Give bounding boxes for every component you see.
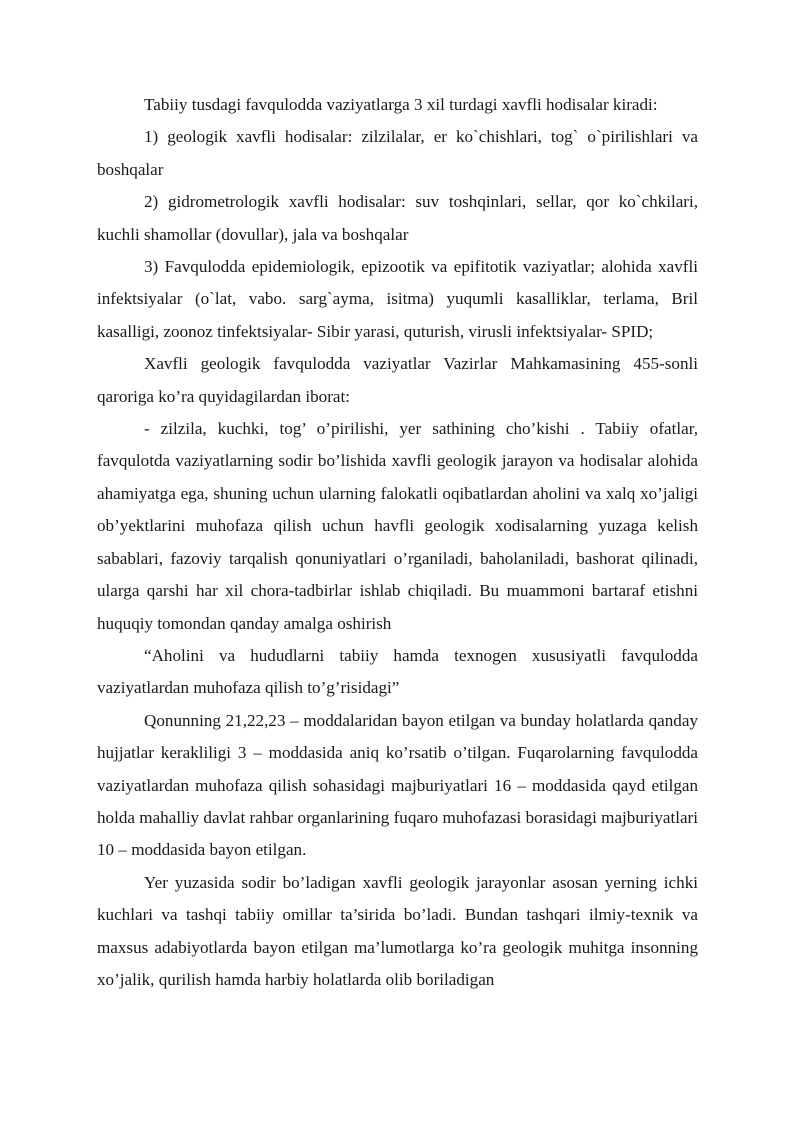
paragraph-natural-disasters: - zilzila, kuchki, tog’ o’pirilishi, yer sathining cho’kishi . Tabiiy ofatlar, favqulotda vaziyatlarning sodir bo’lishida xavfli geologik jarayon va hodisalar alohida ahamiyatga ega, shuning uchun ularning falokatli oqibatlardan aholini va xalq xo’jaligi ob’yektlarini muhofaza qilish uchun havfli geologik xodisalarning yuzaga kelish sabablari, fazoviy tarqalish qonuniyatlari o’rganiladi, baholaniladi, bashorat qilinadi, ularga qarshi har xil chora-tadbirlar ishlab chiqiladi. Bu muammoni bartaraf etishni huquqiy tomondan qanday amalga oshirish [97, 419, 698, 633]
paragraph-law-title: “Aholini va hududlarni tabiiy hamda texnogen xususiyatli favqulodda vaziyatlardan muhofaza qilish to’g’risidagi” [97, 645, 698, 698]
paragraph-epidemiologic-situations: 3) Favqulodda epidemiologik, epizootik va epifitotik vaziyatlar; alohida xavfli infektsiyalar (o`lat, vabo. sarg`ayma, isitma) yuqumli kasalliklar, terlama, Bril kasalligi, zoonoz tinfektsiyalar- Sibir yarasi, quturish, virusli infektsiyalar- SPID; [97, 257, 698, 341]
paragraph-cabinet-decree: Xavfli geologik favqulodda vaziyatlar Vazirlar Mahkamasining 455-sonli qaroriga ko’ra quyidagilardan iborat: [97, 354, 698, 406]
paragraph-geologic-hazards: 1) geologik xavfli hodisalar: zilzilalar, er ko`chishlari, tog` o`pirilishlari va boshqalar [97, 127, 698, 179]
paragraph-intro: Tabiiy tusdagi favqulodda vaziyatlarga 3 xil turdagi xavfli hodisalar kiradi: [144, 95, 658, 114]
paragraph-law-articles: Qonunning 21,22,23 – moddalaridan bayon etilgan va bunday holatlarda qanday hujjatlar kerakliligi 3 – moddasida aniq ko’rsatib o’tilgan. Fuqarolarning favqulodda vaziyatlardan muhofaza qilish sohasidagi majburiyatlari 16 – moddasida qayd etilgan holda mahalliy davlat rahbar organlarining fuqaro muhofazasi borasidagi majburiyatlari 10 – moddasida bayon etilgan. [97, 710, 698, 860]
document-body [97, 89, 698, 996]
paragraph-geologic-processes: Yer yuzasida sodir bo’ladigan xavfli geologik jarayonlar asosan yerning ichki kuchlari va tashqi tabiiy omillar ta’sirida bo’ladi. Bundan tashqari ilmiy-texnik va maxsus adabiyotlarda bayon etilgan ma’lumotlarga ko’ra geologik muhitga insonning xo’jalik, qurilish hamda harbiy holatlarda olib boriladigan [97, 872, 698, 989]
paragraph-hydrometeorologic-hazards: 2) gidrometrologik xavfli hodisalar: suv toshqinlari, sellar, qor ko`chkilari, kuchli shamollar (dovullar), jala va boshqalar [97, 192, 698, 244]
